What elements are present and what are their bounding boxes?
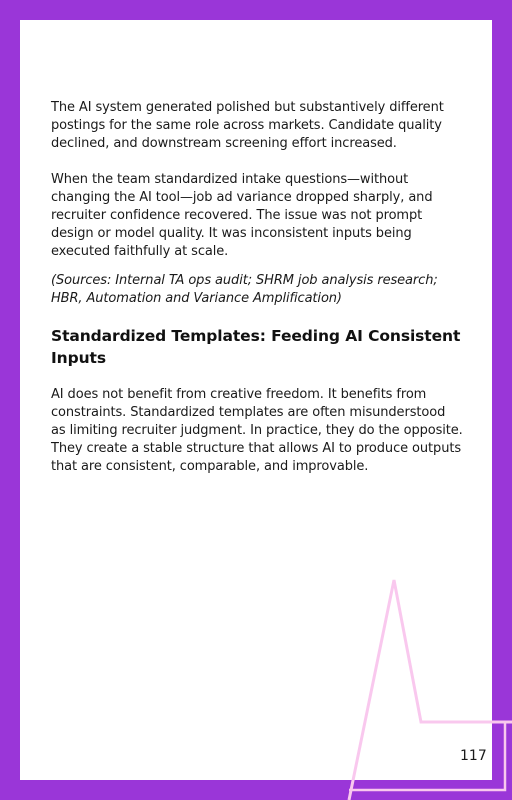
document-page [20,20,492,780]
body-paragraph-3: AI does not benefit from creative freedom. It benefits from constraints. Standardized templates are often misunderstood as limiting recruiter judgment. In practice, they do the opposite. They create a stable structure that allows AI to produce outputs that are consistent, comparable, and improvable. [51,387,463,474]
section-heading: Standardized Templates: Feeding AI Consistent Inputs [51,327,461,367]
sources-citation: (Sources: Internal TA ops audit; SHRM job analysis research; HBR, Automation and Variance Amplification) [51,273,438,306]
body-paragraph-2: When the team standardized intake questions—without changing the AI tool—job ad variance dropped sharply, and recruiter confidence recovered. The issue was not prompt design or model quality. It was inconsistent inputs being executed faithfully at scale. [51,172,433,259]
body-paragraph-1: The AI system generated polished but substantively different postings for the same role across markets. Candidate quality declined, and downstream screening effort increased. [51,100,444,151]
page-number: 117 [460,748,487,764]
page-content [51,99,463,476]
